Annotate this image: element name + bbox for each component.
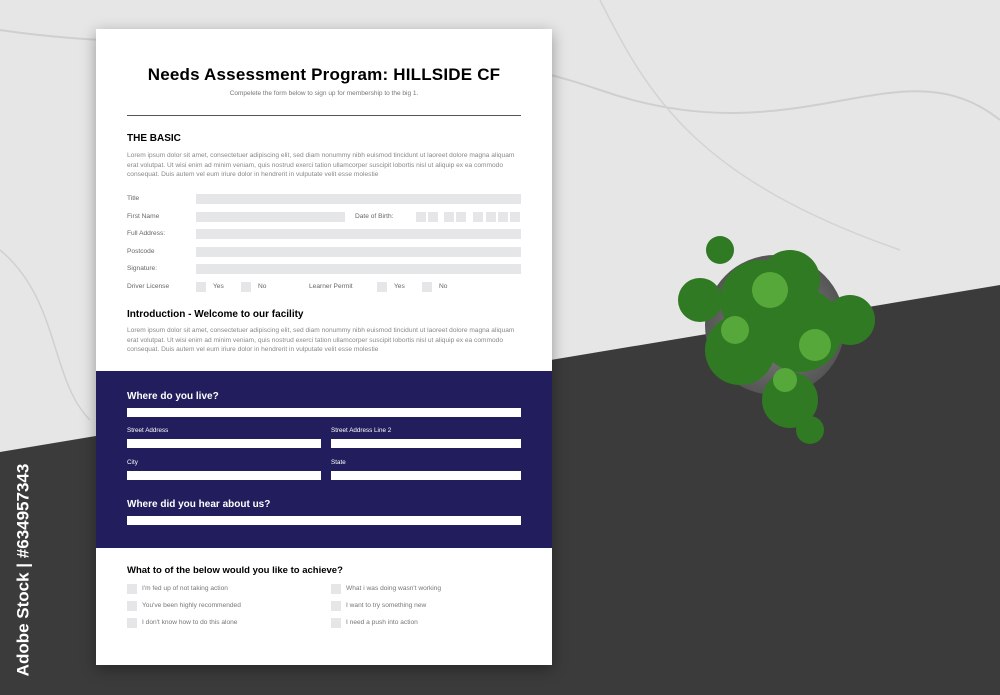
stock-watermark: Adobe Stock | #634957343 — [13, 463, 32, 677]
achieve-checkbox[interactable] — [331, 584, 341, 594]
dob-year-box[interactable] — [498, 212, 508, 222]
divider — [127, 115, 521, 116]
achieve-option: I want to try something new — [346, 602, 427, 609]
driver-yes-checkbox[interactable] — [196, 282, 206, 292]
dob-month-box[interactable] — [444, 212, 454, 222]
learner-no-checkbox[interactable] — [422, 282, 432, 292]
signature-field[interactable] — [196, 264, 521, 274]
no-label: No — [258, 283, 267, 290]
city-field[interactable] — [127, 471, 321, 480]
dob-month-box[interactable] — [456, 212, 466, 222]
state-label: State — [331, 459, 346, 466]
postcode-field[interactable] — [196, 247, 521, 257]
document-title: Needs Assessment Program: HILLSIDE CF — [147, 65, 501, 84]
state-field[interactable] — [331, 471, 521, 480]
title-field[interactable] — [196, 194, 521, 204]
section-heading-intro: Introduction - Welcome to our facility — [127, 309, 304, 320]
achieve-option: I don't know how to do this alone — [142, 619, 238, 626]
achieve-checkbox[interactable] — [127, 601, 137, 611]
achieve-option: I'm fed up of not taking action — [142, 585, 228, 592]
title-label: Title — [127, 195, 140, 202]
dob-year-box[interactable] — [510, 212, 520, 222]
address-section — [96, 371, 552, 548]
achieve-option: What i was doing wasn't working — [346, 585, 442, 592]
driver-no-checkbox[interactable] — [241, 282, 251, 292]
achieve-checkbox[interactable] — [331, 618, 341, 628]
driver-license-label: Driver License — [127, 283, 170, 290]
address-label: Full Address: — [127, 230, 166, 237]
city-label: City — [127, 459, 138, 466]
basic-paragraph: Lorem ipsum dolor sit amet, consectetuer adipiscing elit, sed diam nonummy nibh euismod tincidunt ut laoreet dolore magna aliquam erat volutpat. Ut wisi enim ad minim veniam, quis nostrud exerci tation ullamcorper suscipit lobortis nisl ut aliquip ex ea commodo consequat. Duis autem vel eum iriure dolor in hendrerit in vulputate velit esse molestie — [127, 152, 515, 179]
signature-label: Signature: — [127, 265, 158, 272]
watermark-text: Adobe Stock — [13, 572, 32, 677]
yes-label: Yes — [213, 283, 224, 290]
achieve-checkbox[interactable] — [331, 601, 341, 611]
intro-paragraph: Lorem ipsum dolor sit amet, consectetuer adipiscing elit, sed diam nonummy nibh euismod tincidunt ut laoreet dolore magna aliquam erat volutpat. Ut wisi enim ad minim veniam, quis nostrud exerci tation ullamcorper suscipit lobortis nisl ut aliquip ex ea commodo consequat. Duis autem vel eum iriure dolor in hendrerit in vulputate velit esse molestie — [127, 327, 515, 354]
document-subtitle: Compelete the form below to sign up for membership to the big 1. — [229, 90, 419, 97]
where-live-heading: Where do you live? — [127, 391, 219, 402]
watermark-id: #634957343 — [13, 463, 32, 559]
address-field[interactable] — [196, 229, 521, 239]
learner-permit-label: Learner Permit — [309, 283, 353, 290]
no-label: No — [439, 283, 448, 290]
street2-label: Street Address Line 2 — [331, 427, 392, 434]
hear-about-heading: Where did you hear about us? — [127, 499, 271, 510]
section-heading-basic: THE BASIC — [127, 133, 181, 144]
achieve-checkbox[interactable] — [127, 584, 137, 594]
yes-label: Yes — [394, 283, 405, 290]
dob-label: Date of Birth: — [355, 213, 394, 220]
dob-year-box[interactable] — [486, 212, 496, 222]
achieve-option: I need a push into action — [346, 619, 418, 626]
hear-about-field[interactable] — [127, 516, 521, 525]
dob-day-box[interactable] — [416, 212, 426, 222]
form-document — [96, 29, 552, 665]
learner-yes-checkbox[interactable] — [377, 282, 387, 292]
achieve-heading: What to of the below would you like to achieve? — [127, 565, 343, 576]
where-live-field[interactable] — [127, 408, 521, 417]
street-field[interactable] — [127, 439, 321, 448]
dob-day-box[interactable] — [428, 212, 438, 222]
street-label: Street Address — [127, 427, 169, 434]
achieve-checkbox[interactable] — [127, 618, 137, 628]
first-name-field[interactable] — [196, 212, 345, 222]
first-name-label: First Name — [127, 213, 160, 220]
dob-year-box[interactable] — [473, 212, 483, 222]
street2-field[interactable] — [331, 439, 521, 448]
postcode-label: Postcode — [127, 248, 155, 255]
achieve-option: You've been highly recommended — [142, 602, 241, 609]
